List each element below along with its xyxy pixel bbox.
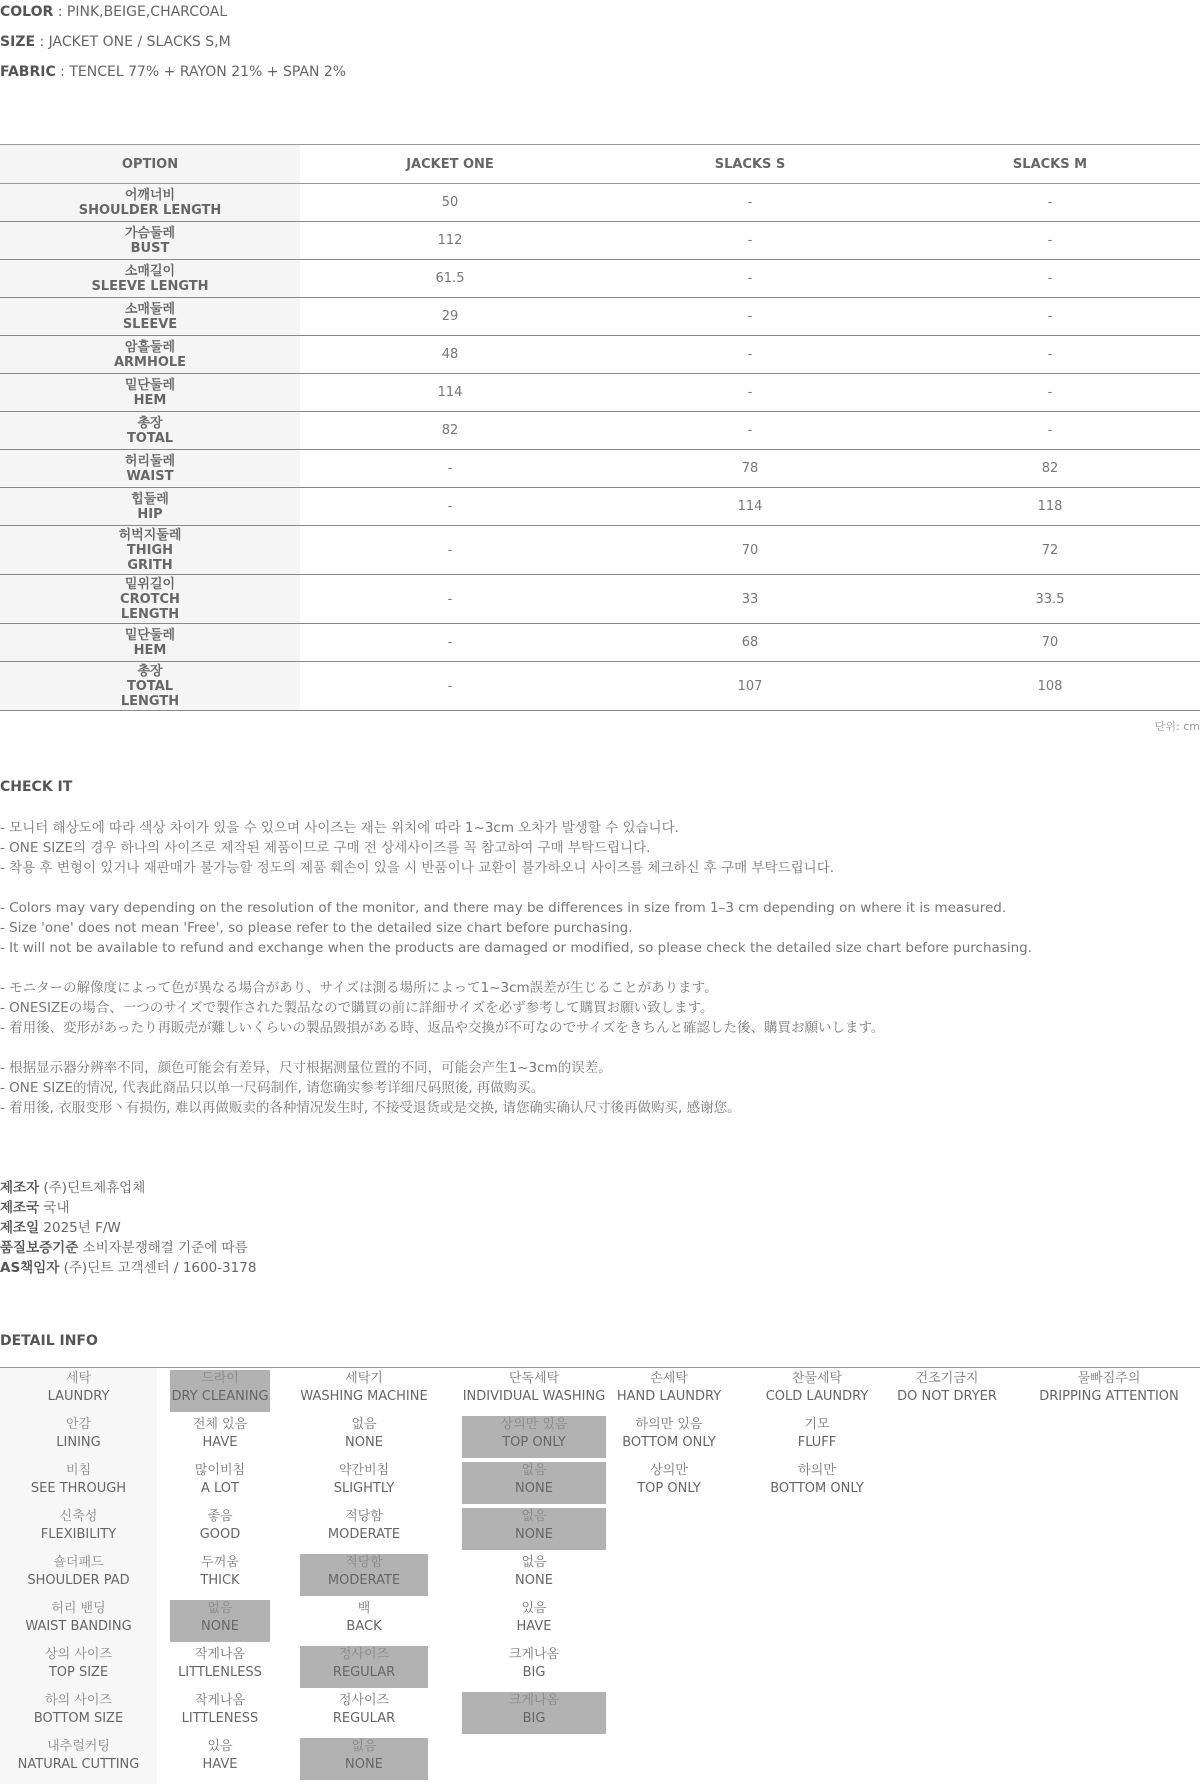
- detail-option-selected: 없음 NONE: [300, 1738, 428, 1780]
- notice-line: - 着用後, 衣服变形丶有损伤, 难以再做贩卖的各种情况发生时, 不接受退货或是交换, 请您确实确认尺寸後再做购买, 感谢您。: [0, 1100, 741, 1116]
- table-cell: -: [900, 298, 1200, 336]
- detail-option: 전체 있음 HAVE: [192, 1417, 248, 1450]
- table-cell: 82: [900, 450, 1200, 488]
- detail-row-label: 세탁 LAUNDRY: [47, 1371, 110, 1404]
- detail-option: 상의만 TOP ONLY: [637, 1463, 701, 1496]
- table-cell: -: [300, 526, 600, 575]
- table-cell: 48: [300, 336, 600, 374]
- table-cell: 108: [900, 662, 1200, 711]
- row-label: 허리둘레 WAIST: [0, 450, 300, 488]
- notice-line: - Colors may vary depending on the resolution of the monitor, and there may be differences in size from 1–3 cm depending on where it is measured.: [0, 900, 1007, 916]
- table-cell: -: [600, 374, 900, 412]
- detail-row-label: 안감 LINING: [56, 1417, 101, 1450]
- check-it-notes: [0, 818, 1200, 1138]
- detail-info-grid: [0, 1367, 1200, 1784]
- table-row: [0, 184, 1200, 222]
- notice-group: [0, 978, 1200, 1038]
- table-cell: -: [900, 374, 1200, 412]
- table-row: [0, 222, 1200, 260]
- notice-line: - 着用後、変形があったり再販売が難しいくらいの製品毀損がある時、返品や交換が不可なのでサイズをきちんと確認した後、購買お願いします。: [0, 1020, 885, 1036]
- table-cell: -: [300, 575, 600, 624]
- table-row: [0, 575, 1200, 624]
- detail-option-selected: 없음 NONE: [462, 1462, 606, 1504]
- detail-option: 기모 FLUFF: [797, 1417, 837, 1450]
- col-header-option: OPTION: [0, 145, 300, 184]
- detail-row-label: 허리 밴딩 WAIST BANDING: [25, 1601, 132, 1634]
- detail-option-selected: 상의만 있음 TOP ONLY: [462, 1416, 606, 1458]
- notice-group: [0, 818, 1200, 878]
- detail-option: 좋음 GOOD: [199, 1509, 241, 1542]
- notice-line: - 根据显示器分辨率不同，颜色可能会有差异，尺寸根据测量位置的不同，可能会产生1~3cm的误差。: [0, 1060, 612, 1076]
- table-cell: 70: [900, 624, 1200, 662]
- table-row: [0, 450, 1200, 488]
- table-cell: 33.5: [900, 575, 1200, 624]
- detail-option: 있음 HAVE: [516, 1601, 552, 1634]
- table-cell: -: [300, 450, 600, 488]
- table-cell: 61.5: [300, 260, 600, 298]
- table-row: [0, 374, 1200, 412]
- table-row: [0, 624, 1200, 662]
- detail-option: 찬물세탁 COLD LAUNDRY: [765, 1371, 869, 1404]
- table-cell: -: [600, 412, 900, 450]
- table-cell: 112: [300, 222, 600, 260]
- detail-option: 두꺼움 THICK: [200, 1555, 240, 1588]
- table-row: [0, 260, 1200, 298]
- detail-option: 하의만 있음 BOTTOM ONLY: [622, 1417, 716, 1450]
- detail-option: 크게나옴 BIG: [508, 1647, 560, 1680]
- col-header-jacket-one: JACKET ONE: [300, 145, 600, 184]
- detail-row-label: 숄더패드 SHOULDER PAD: [27, 1555, 130, 1588]
- row-label: 가슴둘레 BUST: [0, 222, 300, 260]
- notice-line: - ONESIZEの場合、一つのサイズで製作された製品なので購買の前に詳細サイズを必ず参考して購買お願い致します。: [0, 1000, 714, 1016]
- detail-option-selected: 드라이 DRY CLEANING: [170, 1370, 270, 1412]
- col-header-slacks-s: SLACKS S: [600, 145, 900, 184]
- detail-option: 없음 NONE: [515, 1555, 553, 1588]
- table-cell: -: [900, 222, 1200, 260]
- row-label: 암홀둘레 ARMHOLE: [0, 336, 300, 374]
- table-cell: -: [300, 624, 600, 662]
- spec-fabric: FABRIC : TENCEL 77% + RAYON 21% + SPAN 2%: [0, 64, 347, 80]
- table-row: [0, 298, 1200, 336]
- row-label: 소매길이 SLEEVE LENGTH: [0, 260, 300, 298]
- detail-option: 세탁기 WASHING MACHINE: [300, 1371, 428, 1404]
- detail-option-selected: 크게나옴 BIG: [462, 1692, 606, 1734]
- row-label: 힙둘레 HIP: [0, 488, 300, 526]
- table-cell: 82: [300, 412, 600, 450]
- detail-row-label: 상의 사이즈 TOP SIZE: [45, 1647, 112, 1680]
- table-cell: -: [600, 298, 900, 336]
- table-cell: -: [900, 260, 1200, 298]
- table-cell: -: [600, 184, 900, 222]
- maker-line: 제조자 (주)딘트제휴업체: [0, 1180, 146, 1196]
- detail-option: 없음 NONE: [345, 1417, 383, 1450]
- table-row: [0, 412, 1200, 450]
- detail-option-selected: 적당함 MODERATE: [300, 1554, 428, 1596]
- table-cell: 107: [600, 662, 900, 711]
- spec-color: COLOR : PINK,BEIGE,CHARCOAL: [0, 4, 228, 20]
- notice-line: - モニターの解像度によって色が異なる場合があり、サイズは測る場所によって1~3cm誤差が生じることがあります。: [0, 980, 718, 996]
- table-cell: 70: [600, 526, 900, 575]
- check-it-title: CHECK IT: [0, 779, 73, 795]
- table-cell: -: [600, 222, 900, 260]
- maker-line: 품질보증기준 소비자분쟁해결 기준에 따름: [0, 1240, 248, 1256]
- table-cell: 33: [600, 575, 900, 624]
- row-label: 총장 TOTAL LENGTH: [0, 662, 300, 711]
- notice-line: - 착용 후 변형이 있거나 재판매가 불가능할 정도의 제품 훼손이 있을 시 반품이나 교환이 불가하오니 사이즈를 체크하신 후 구매 부탁드립니다.: [0, 860, 835, 876]
- size-table: [0, 144, 1200, 711]
- notice-line: - ONE SIZE的情况, 代表此商品只以单一尺码制作, 请您确实参考详细尺码照後, 再做购买。: [0, 1080, 545, 1096]
- unit-note: 단위: cm: [1154, 720, 1200, 733]
- detail-option: 손세탁 HAND LAUNDRY: [616, 1371, 722, 1404]
- table-cell: -: [900, 184, 1200, 222]
- detail-option: 단독세탁 INDIVIDUAL WASHING: [462, 1371, 606, 1404]
- table-cell: 114: [600, 488, 900, 526]
- col-header-slacks-m: SLACKS M: [900, 145, 1200, 184]
- row-label: 소매둘레 SLEEVE: [0, 298, 300, 336]
- table-cell: -: [900, 412, 1200, 450]
- table-cell: -: [600, 260, 900, 298]
- detail-option: 적당함 MODERATE: [327, 1509, 401, 1542]
- notice-line: - ONE SIZE의 경우 하나의 사이즈로 제작된 제품이므로 구매 전 상세사이즈를 꼭 참고하여 구매 부탁드립니다.: [0, 840, 651, 856]
- table-cell: -: [300, 662, 600, 711]
- notice-group: [0, 1058, 1200, 1118]
- row-label: 어깨너비 SHOULDER LENGTH: [0, 184, 300, 222]
- table-cell: -: [900, 336, 1200, 374]
- detail-option: 하의만 BOTTOM ONLY: [770, 1463, 864, 1496]
- detail-row-label: 신축성 FLEXIBILITY: [40, 1509, 117, 1542]
- table-cell: 29: [300, 298, 600, 336]
- detail-option: 작게나옴 LITTLENLESS: [178, 1647, 262, 1680]
- table-cell: 72: [900, 526, 1200, 575]
- notice-line: - 모니터 해상도에 따라 색상 차이가 있을 수 있으며 사이즈는 재는 위치에 따라 1~3cm 오차가 발생할 수 있습니다.: [0, 820, 679, 836]
- detail-option-selected: 없음 NONE: [170, 1600, 270, 1642]
- table-cell: 78: [600, 450, 900, 488]
- table-row: [0, 488, 1200, 526]
- detail-option: 백 BACK: [346, 1601, 382, 1634]
- maker-line: 제조국 국내: [0, 1200, 70, 1216]
- notice-line: - It will not be available to refund and exchange when the products are damaged or modified, so please check the detailed size chart before purchasing.: [0, 940, 1032, 956]
- row-label: 밑단둘레 HEM: [0, 374, 300, 412]
- detail-info-title: DETAIL INFO: [0, 1333, 98, 1349]
- row-label: 밑단둘레 HEM: [0, 624, 300, 662]
- maker-line: 제조일 2025년 F/W: [0, 1220, 121, 1236]
- notice-line: - Size 'one' does not mean 'Free', so please refer to the detailed size chart before purchasing.: [0, 920, 633, 936]
- detail-option-selected: 정사이즈 REGULAR: [300, 1646, 428, 1688]
- detail-option: 약간비침 SLIGHTLY: [333, 1463, 395, 1496]
- table-cell: 118: [900, 488, 1200, 526]
- detail-row-label: 내추럴커팅 NATURAL CUTTING: [17, 1739, 140, 1772]
- row-label: 밑위길이 CROTCH LENGTH: [0, 575, 300, 624]
- detail-option: 건조기금지 DO NOT DRYER: [897, 1371, 997, 1404]
- notice-group: [0, 898, 1200, 958]
- table-row: [0, 662, 1200, 711]
- detail-option-selected: 없음 NONE: [462, 1508, 606, 1550]
- row-label: 허벅지둘레 THIGH GRITH: [0, 526, 300, 575]
- detail-option: 작게나옴 LITTLENESS: [181, 1693, 259, 1726]
- table-cell: 50: [300, 184, 600, 222]
- table-row: [0, 526, 1200, 575]
- detail-option: 물빠짐주의 DRIPPING ATTENTION: [1039, 1371, 1179, 1404]
- table-row: [0, 336, 1200, 374]
- maker-info: [0, 1178, 256, 1278]
- row-label: 총장 TOTAL: [0, 412, 300, 450]
- detail-option: 있음 HAVE: [202, 1739, 238, 1772]
- spec-size: SIZE : JACKET ONE / SLACKS S,M: [0, 34, 231, 50]
- detail-row-label: 하의 사이즈 BOTTOM SIZE: [33, 1693, 124, 1726]
- detail-option: 많이비침 A LOT: [194, 1463, 246, 1496]
- table-cell: 68: [600, 624, 900, 662]
- maker-line: AS책임자 (주)딘트 고객센터 / 1600-3178: [0, 1260, 257, 1276]
- detail-row-label: 비침 SEE THROUGH: [30, 1463, 127, 1496]
- table-cell: 114: [300, 374, 600, 412]
- table-cell: -: [300, 488, 600, 526]
- table-cell: -: [600, 336, 900, 374]
- detail-option: 정사이즈 REGULAR: [332, 1693, 396, 1726]
- size-table-header: [0, 145, 1200, 184]
